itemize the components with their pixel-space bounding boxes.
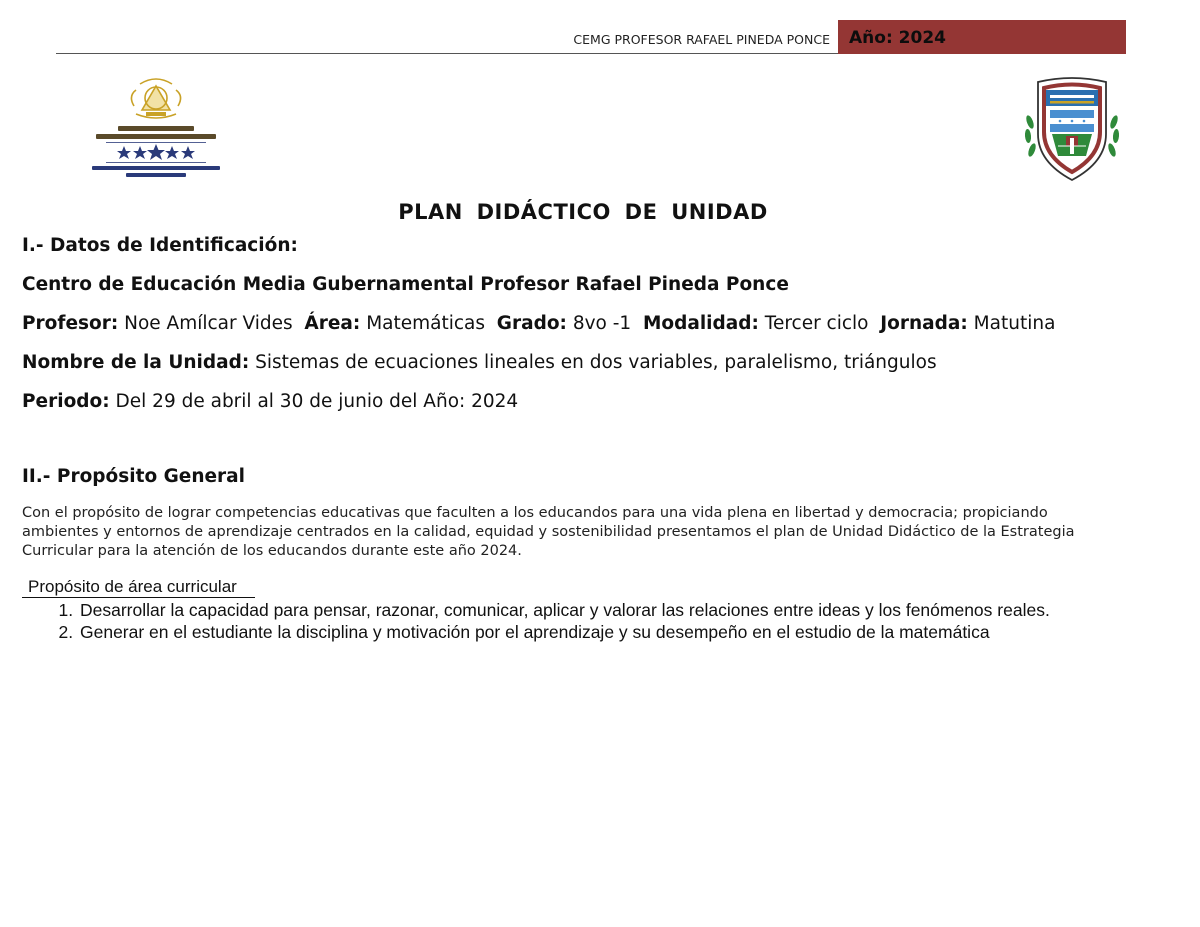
general-purpose-text: Con el propósito de lograr competencias educativas que faculten a los educandos para una vida plena en libertad y democracia; propiciando ambientes y entornos de aprendizaje centrados en la calidad, equidad y sostenibilidad presentamos el plan de Unidad Didáctico de la Estrategia Curricular para la atención de los educandos durante este año 2024. <box>22 505 1075 559</box>
profesor-value: Noe Amílcar Vides <box>124 313 293 334</box>
area-purpose-list <box>22 600 1122 642</box>
period-row <box>22 390 1122 414</box>
grado-label: Grado: <box>496 313 567 334</box>
section1-heading: I.- Datos de Identificación: <box>22 235 298 256</box>
document-body <box>22 200 1122 644</box>
section2-heading: II.- Propósito General <box>22 466 246 487</box>
institution-name: Centro de Educación Media Gubernamental Profesor Rafael Pineda Ponce <box>22 274 789 295</box>
jornada-label: Jornada: <box>880 313 968 334</box>
government-logo <box>88 76 224 180</box>
periodo-label: Periodo: <box>22 391 110 412</box>
identification-row <box>22 312 1122 336</box>
area-label: Área: <box>304 313 361 334</box>
header-rule <box>56 53 838 54</box>
grado-value: 8vo -1 <box>572 313 632 334</box>
modalidad-label: Modalidad: <box>642 313 759 334</box>
modalidad-value: Tercer ciclo <box>764 313 869 334</box>
list-item: 2. Generar en el estudiante la disciplina y motivación por el aprendizaje y su desempeño en el estudio de la matemática <box>78 622 1122 642</box>
page-header <box>56 20 1126 56</box>
header-year-badge: Año: 2024 <box>838 20 1126 54</box>
unidad-value: Sistemas de ecuaciones lineales en dos variables, paralelismo, triángulos <box>255 352 937 373</box>
government-seal-icon <box>88 76 224 180</box>
periodo-value: Del 29 de abril al 30 de junio del Año: 2024 <box>115 391 519 412</box>
area-value: Matemáticas <box>366 313 486 334</box>
profesor-label: Profesor: <box>22 313 119 334</box>
area-purpose-heading: Propósito de área curricular <box>22 577 255 598</box>
unit-name-row <box>22 351 1122 375</box>
header-school-name: CEMG PROFESOR RAFAEL PINEDA PONCE <box>573 32 830 47</box>
document-title: PLAN DIDÁCTICO DE UNIDAD <box>398 200 768 224</box>
unidad-label: Nombre de la Unidad: <box>22 352 250 373</box>
school-crest-logo <box>1020 74 1124 184</box>
jornada-value: Matutina <box>973 313 1056 334</box>
school-crest-icon <box>1020 74 1124 184</box>
area-purpose-block <box>22 577 1122 642</box>
list-item: 1. Desarrollar la capacidad para pensar, razonar, comunicar, aplicar y valorar las relaciones entre ideas y los fenómenos reales. <box>78 600 1122 620</box>
